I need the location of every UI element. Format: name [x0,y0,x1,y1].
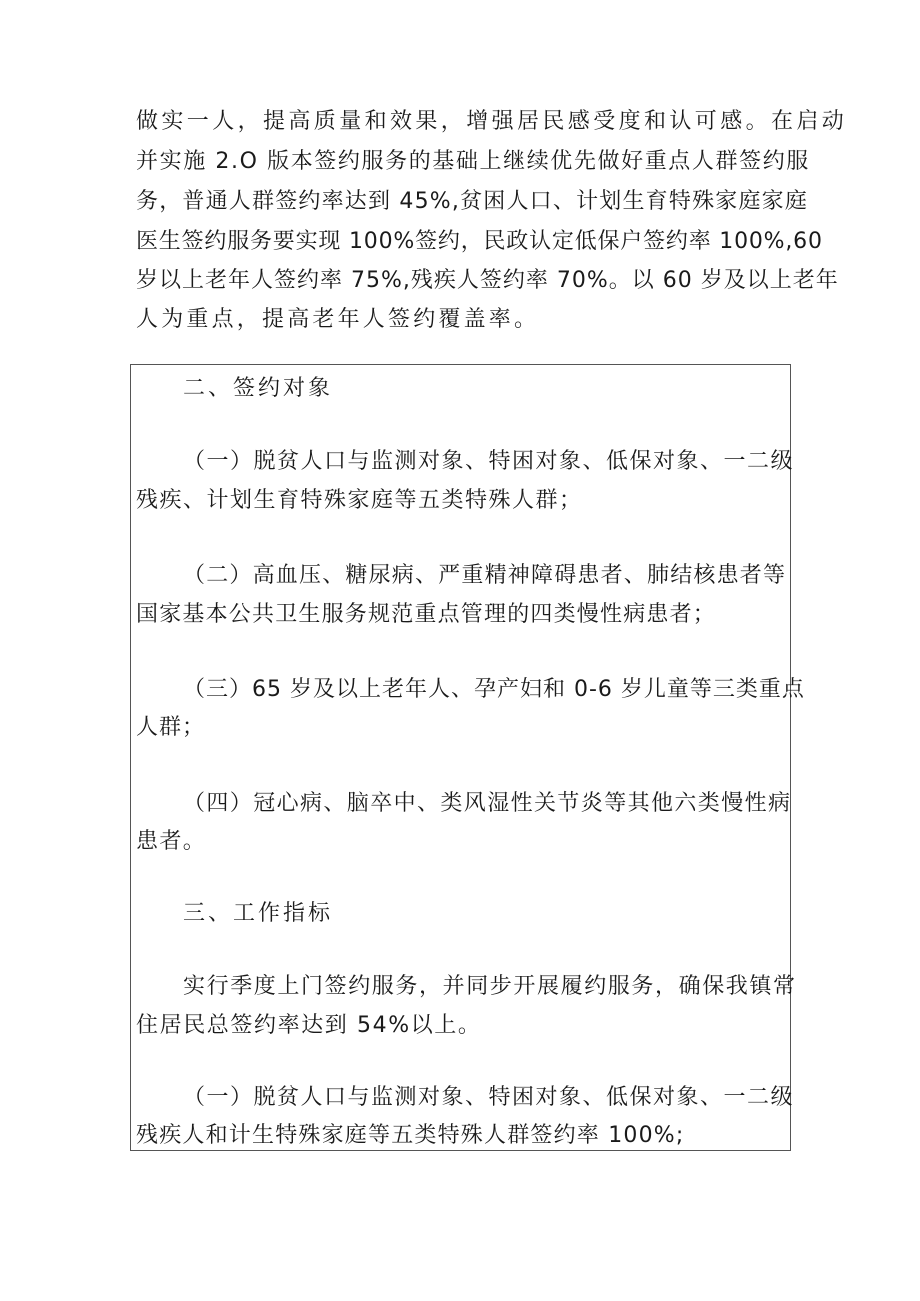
section2-heading: 二、签约对象 [183,376,334,401]
intro-line-3: 务，普通人群签约率达到 45%,贫困人口、计划生育特殊家庭家庭 [136,189,809,214]
section3-heading: 三、工作指标 [183,901,334,926]
section3-intro-line1: 实行季度上门签约服务，并同步开展履约服务，确保我镇常 [183,974,797,999]
section2-item3-line1: （三）65 岁及以上老年人、孕产妇和 0-6 岁儿童等三类重点 [183,677,805,702]
intro-line-4: 医生签约服务要实现 100%签约，民政认定低保户签约率 100%,60 [136,229,823,254]
section2-item4-line1: （四）冠心病、脑卒中、类风湿性关节炎等其他六类慢性病 [183,791,792,816]
section2-item1-line2: 残疾、计划生育特殊家庭等五类特殊人群； [136,488,583,513]
section2-item4-line2: 患者。 [136,829,207,854]
intro-line-6: 人为重点，提高老年人签约覆盖率。 [136,307,540,332]
section2-item3-line2: 人群； [136,715,206,740]
section2-item2-line2: 国家基本公共卫生服务规范重点管理的四类慢性病患者； [136,602,717,627]
section3-intro-line2: 住居民总签约率达到 54%以上。 [136,1013,482,1038]
intro-line-1: 做实一人，提高质量和效果，增强居民感受度和认可感。在启动 [136,109,848,134]
intro-line-5: 岁以上老年人签约率 75%,残疾人签约率 70%。以 60 岁及以上老年 [136,268,839,293]
section2-item2-line1: （二）高血压、糖尿病、严重精神障碍患者、肺结核患者等 [183,563,787,588]
intro-line-2: 并实施 2.O 版本签约服务的基础上继续优先做好重点人群签约服 [136,149,810,174]
section2-item1-line1: （一）脱贫人口与监测对象、特困对象、低保对象、一二级 [183,449,795,474]
section3-item1-line1: （一）脱贫人口与监测对象、特困对象、低保对象、一二级 [183,1085,795,1110]
section3-item1-line2: 残疾人和计生特殊家庭等五类特殊人群签约率 100%; [136,1123,685,1148]
